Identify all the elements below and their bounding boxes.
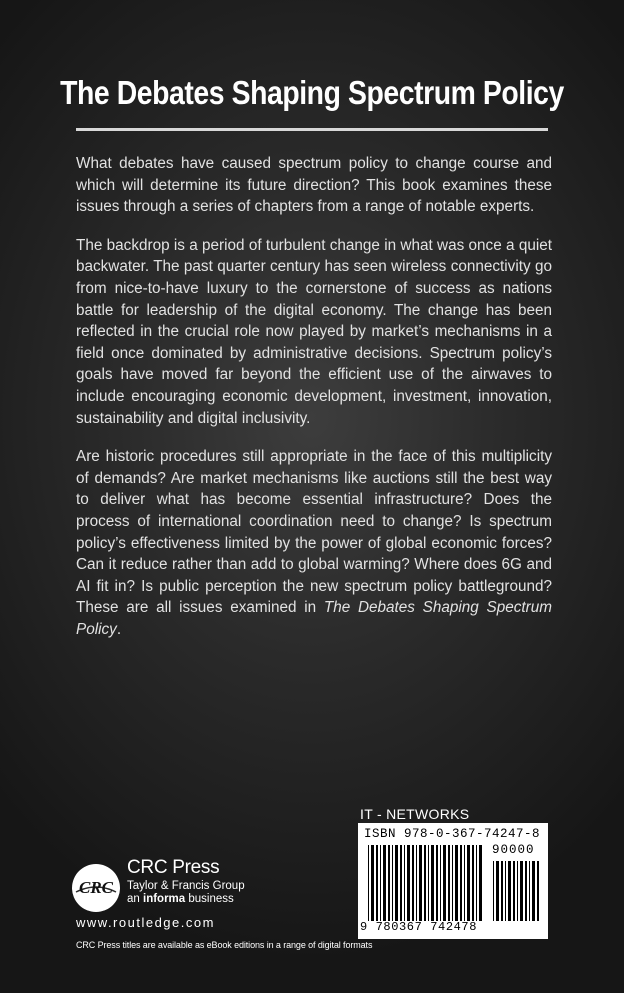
barcode-bar (464, 845, 465, 921)
barcode-bar (479, 845, 482, 921)
barcode-bar (537, 861, 539, 921)
barcode-bar (376, 845, 378, 921)
subject-category: IT - NETWORKS (360, 806, 470, 822)
barcode-bar (407, 845, 410, 921)
barcode-bar (416, 845, 417, 921)
barcode-bar (404, 845, 405, 921)
book-title: The Debates Shaping Spectrum Policy (60, 74, 564, 111)
ebook-footnote: CRC Press titles are available as eBook editions in a range of digital formats (76, 940, 373, 950)
barcode-bar (392, 845, 393, 921)
barcode-bar (467, 845, 470, 921)
isbn-label: ISBN 978-0-367-74247-8 (364, 827, 541, 841)
barcode-bar (400, 845, 402, 921)
barcode-bar (368, 845, 369, 921)
barcode-bar (476, 845, 477, 921)
barcode-bar (428, 845, 429, 921)
barcode-bar (520, 861, 523, 921)
addon-barcode-bars (493, 861, 545, 925)
barcode-bar (529, 861, 530, 921)
barcode-bar (388, 845, 390, 921)
barcode-bar (419, 845, 422, 921)
logo-text: CRC (78, 878, 114, 897)
blurb-paragraph-3-end: . (116, 620, 122, 638)
price-code: 90000 (492, 843, 535, 857)
barcode-bar (431, 845, 434, 921)
barcode-bar (472, 845, 474, 921)
barcode-bar (460, 845, 462, 921)
barcode-bar (532, 861, 535, 921)
blurb-paragraph-1: What debates have caused spectrum policy to change course and which will determine its future direction? This book examines these issues through a series of chapters from a range of notable experts. (76, 155, 552, 216)
barcode-bar (424, 845, 426, 921)
barcode-bar (436, 845, 438, 921)
barcode-bar (380, 845, 381, 921)
barcode-bar (383, 845, 386, 921)
barcode-bar (395, 845, 398, 921)
isbn-barcode (358, 823, 548, 939)
blurb (76, 153, 552, 657)
barcode-bar (371, 845, 374, 921)
ean-digits: 9 780367 742478 (360, 920, 478, 934)
blurb-paragraph-3-text: Are historic procedures still appropriate in the face of this multiplicity of demands? Are market mechanisms like auctions still the best way to deliver what has become essential infrastructure? Does the process of international coordination need to change? Is spectrum policy’s effectiveness limited by the power of global economic forces? Can it reduce rather than add to global warming? Where does 6G and AI fit in? Is public perception the new spectrum policy battleground? These are all issues examined in (76, 448, 552, 617)
barcode-bar (496, 861, 499, 921)
barcode-bar (525, 861, 527, 921)
business-bold: informa (143, 893, 186, 905)
barcode-bar (501, 861, 503, 921)
barcode-bars (368, 845, 488, 925)
title-rule (76, 128, 548, 131)
business-prefix: an (127, 893, 143, 905)
barcode-bar (517, 861, 518, 921)
barcode-bar (493, 861, 494, 921)
publisher-business (127, 893, 245, 905)
barcode-bar (448, 845, 450, 921)
barcode-bar (505, 861, 506, 921)
barcode-bar (452, 845, 453, 921)
publisher-block (127, 857, 245, 905)
barcode-bar (513, 861, 515, 921)
barcode-bar (455, 845, 458, 921)
crc-logo (70, 862, 122, 914)
publisher-url: www.routledge.com (76, 915, 215, 930)
business-suffix: business (185, 893, 234, 905)
barcode-bar (412, 845, 414, 921)
publisher-group: Taylor & Francis Group (127, 880, 245, 892)
blurb-book-title: The Debates Shaping Spectrum Policy (76, 599, 552, 638)
blurb-paragraph-2: The backdrop is a period of turbulent change in what was once a quiet backwater. The past quarter century has seen wireless connectivity go from nice-to-have luxury to the cornerstone of success as nations battle for leadership of the digital economy. The change has been reflected in the crucial role now played by market’s mechanisms in a field once dominated by administrative decisions. Spectrum policy’s goals have moved far beyond the efficient use of the airwaves to include encouraging economic development, investment, innovation, sustainability and digital inclusivity. (76, 236, 552, 427)
barcode-bar (508, 861, 511, 921)
blurb-paragraph-3 (76, 446, 552, 640)
barcode-bar (440, 845, 441, 921)
barcode-bar (443, 845, 446, 921)
publisher-name: CRC Press (127, 857, 220, 878)
